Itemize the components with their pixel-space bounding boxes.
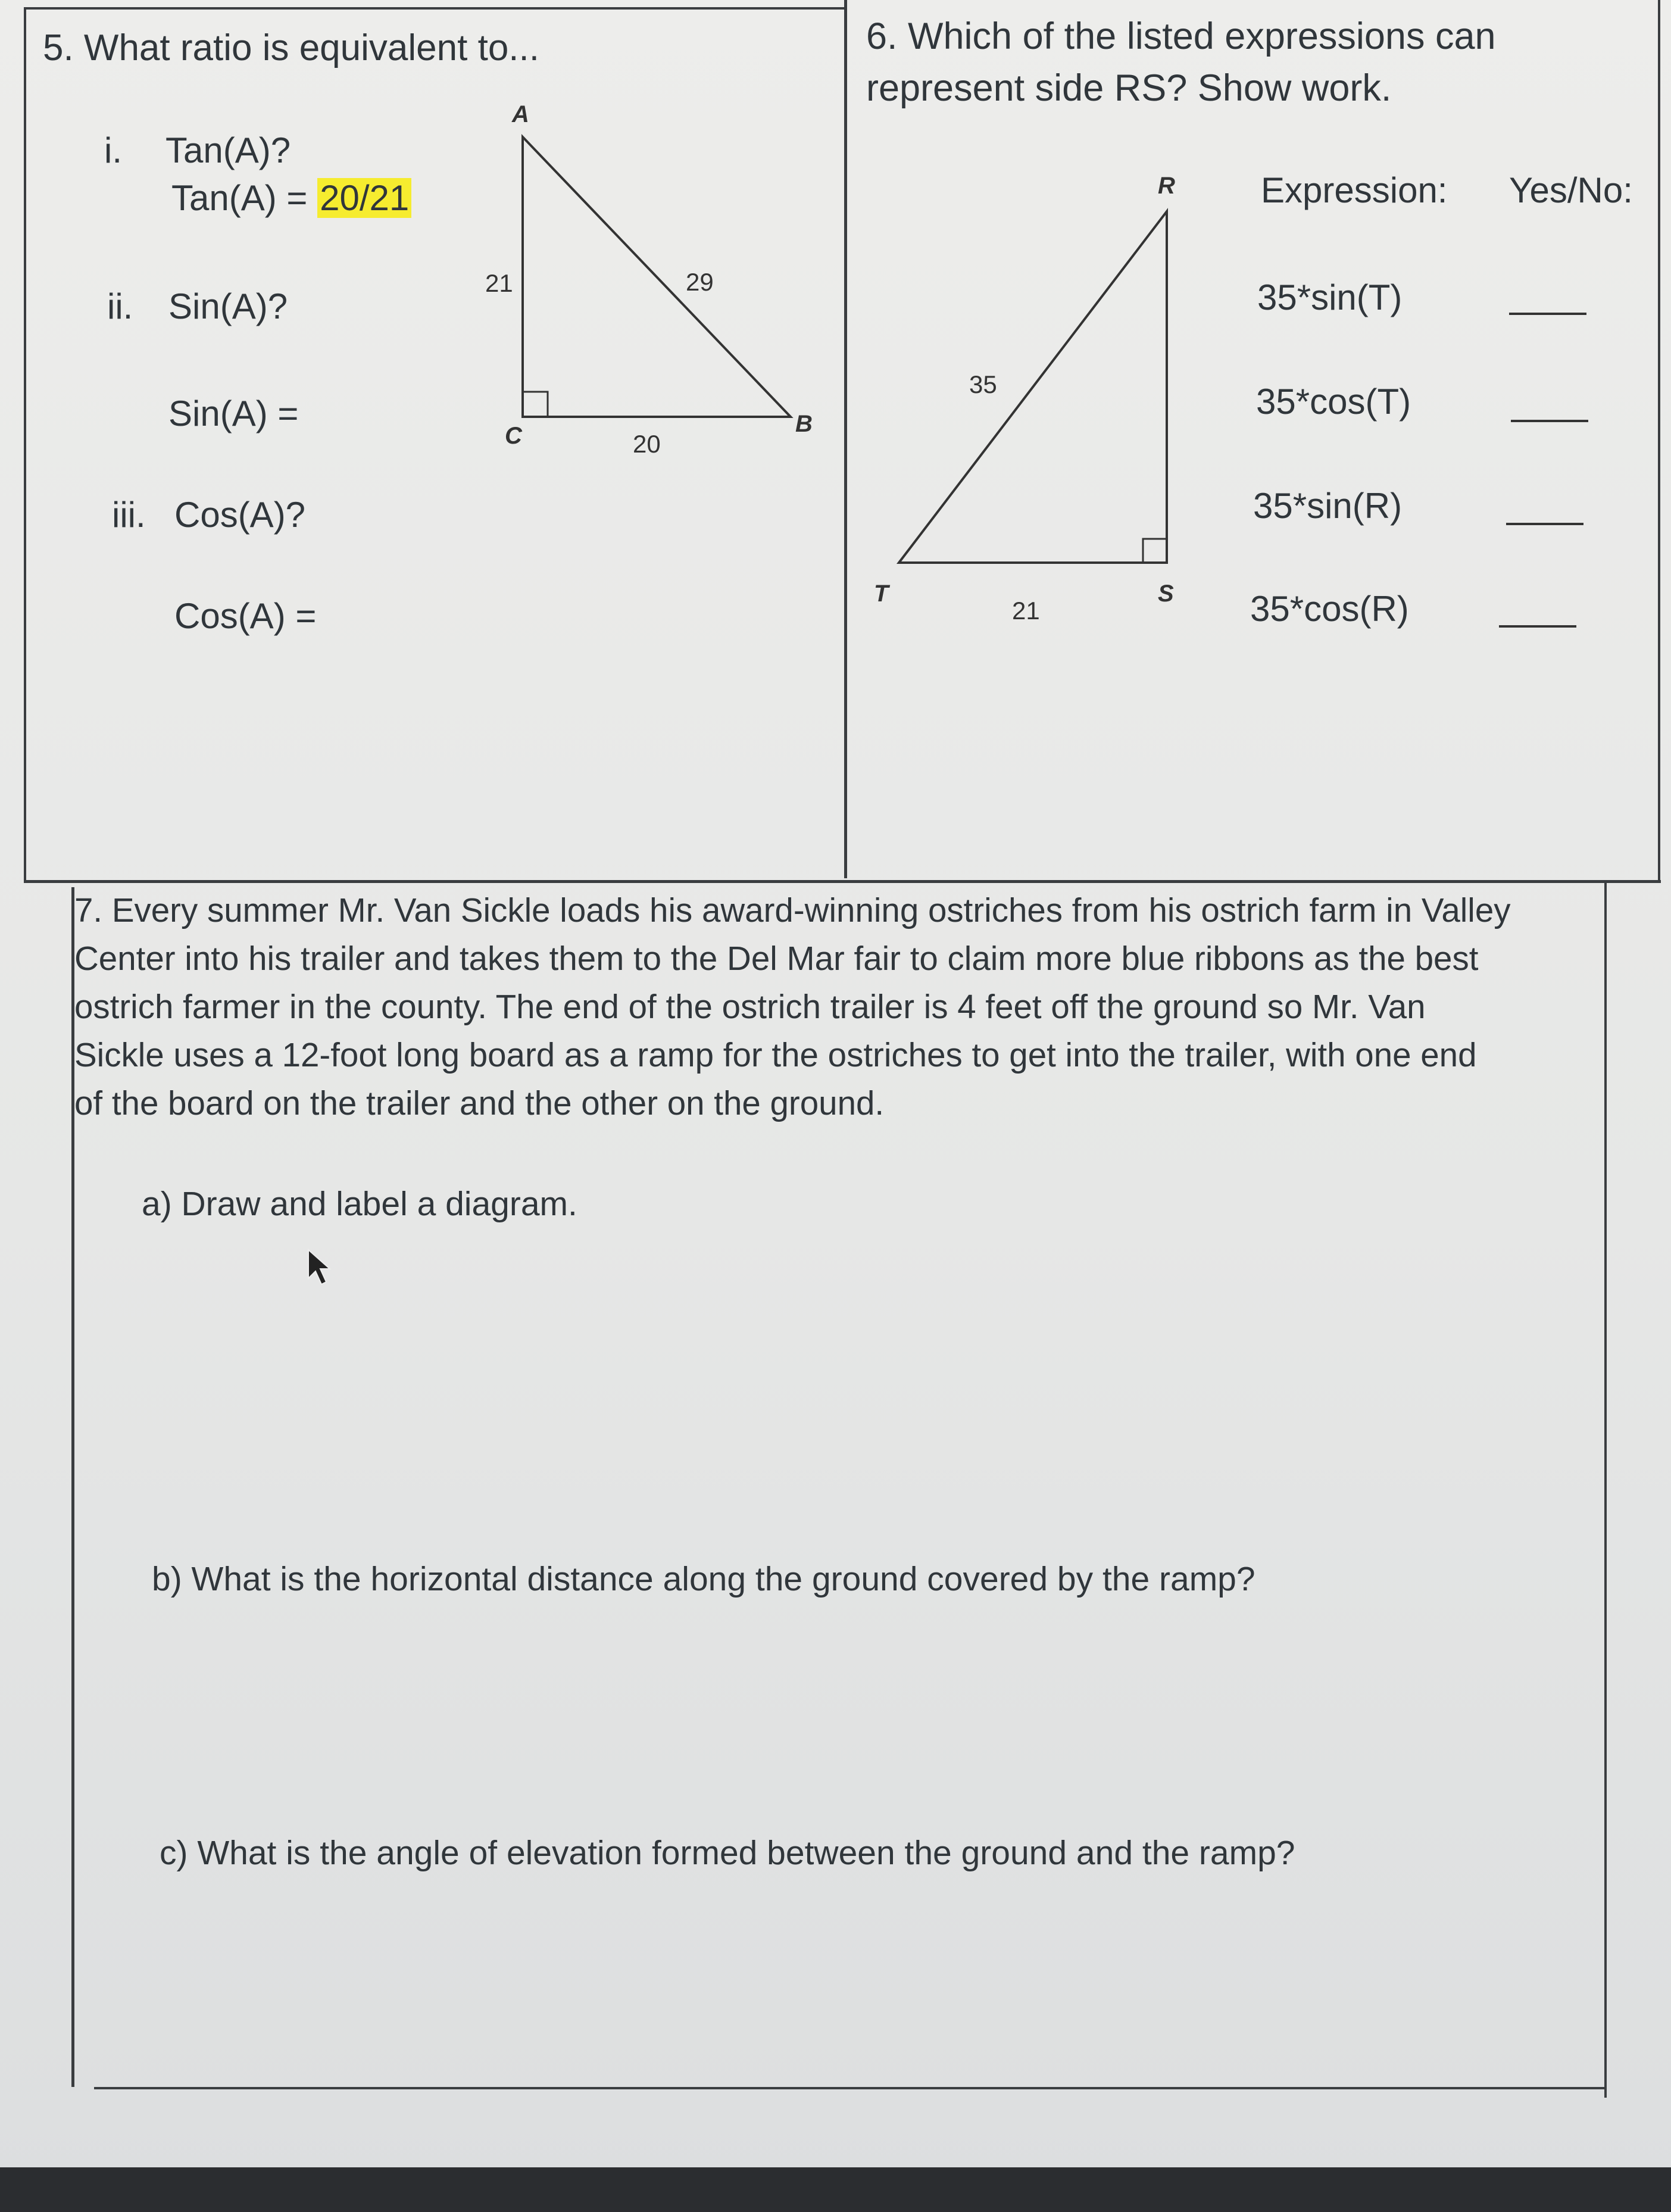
right-angle-marker [523,392,548,417]
q7-line: Sickle uses a 12-foot long board as a ramp for the ostriches to get into the trailer, with one end [74,1036,1477,1074]
vertex-s-label: S [1158,581,1174,607]
expression-item: 35*sin(R) [1253,486,1403,526]
q5-item-answer: Cos(A) = [174,596,317,636]
q7-problem-text [74,886,1634,1127]
q7-part-a: a) Draw and label a diagram. [142,1185,577,1223]
q7-line: Center into his trailer and takes them to the Del Mar fair to claim more blue ribbons as the best [74,940,1479,977]
q5-item-num: iii. [112,495,146,535]
expression-item: 35*cos(T) [1256,382,1411,422]
vertex-c-label: C [505,423,522,449]
side-tr-label: 35 [969,370,997,398]
col-header-expression: Expression: [1261,170,1448,210]
side-ts-label: 21 [1012,597,1040,625]
expression-item: 35*sin(T) [1257,277,1403,317]
q5-item-num: i. [104,130,122,170]
q7-part-c: c) What is the angle of elevation formed between the ground and the ramp? [160,1834,1295,1872]
right-angle-marker [1143,539,1167,563]
vertex-r-label: R [1158,173,1175,199]
q7-line: ostrich farmer in the county. The end of the ostrich trailer is 4 feet off the ground so Mr. Van [74,988,1426,1025]
triangle-rst [899,211,1167,563]
answer-blank[interactable] [1499,625,1576,628]
q5-item-question: Sin(A)? [168,286,288,326]
side-ac-label: 21 [485,269,513,297]
q5-item-question: Tan(A)? [165,130,291,170]
answer-prefix: Tan(A) = [171,178,318,218]
q5-item-num: ii. [107,286,133,326]
col-header-yesno: Yes/No: [1509,170,1633,210]
q7-line: of the board on the trailer and the other on the ground. [74,1084,885,1122]
q5-heading: 5. What ratio is equivalent to... [43,27,539,68]
expression-item: 35*cos(R) [1250,589,1409,629]
highlighted-answer: 20/21 [317,178,411,218]
answer-blank[interactable] [1506,523,1583,525]
q5-item-question: Cos(A)? [174,495,306,535]
q6-heading-line1: 6. Which of the listed expressions can [866,15,1496,57]
vertex-b-label: B [795,411,813,437]
side-cb-label: 20 [633,430,661,458]
triangle-abc [523,137,791,417]
vertex-t-label: T [874,581,889,607]
answer-blank[interactable] [1511,420,1588,422]
q7-line: 7. Every summer Mr. Van Sickle loads his award-winning ostriches from his ostrich farm in Valley [74,891,1511,929]
q6-heading-line2: represent side RS? Show work. [866,67,1392,109]
q5-item-answer: Sin(A) = [168,394,299,433]
vertex-a-label: A [512,101,529,127]
mouse-cursor-icon [304,1247,339,1289]
side-ab-label: 29 [686,268,714,296]
answer-blank[interactable] [1509,313,1586,315]
q7-part-b: b) What is the horizontal distance along the ground covered by the ramp? [152,1560,1255,1598]
